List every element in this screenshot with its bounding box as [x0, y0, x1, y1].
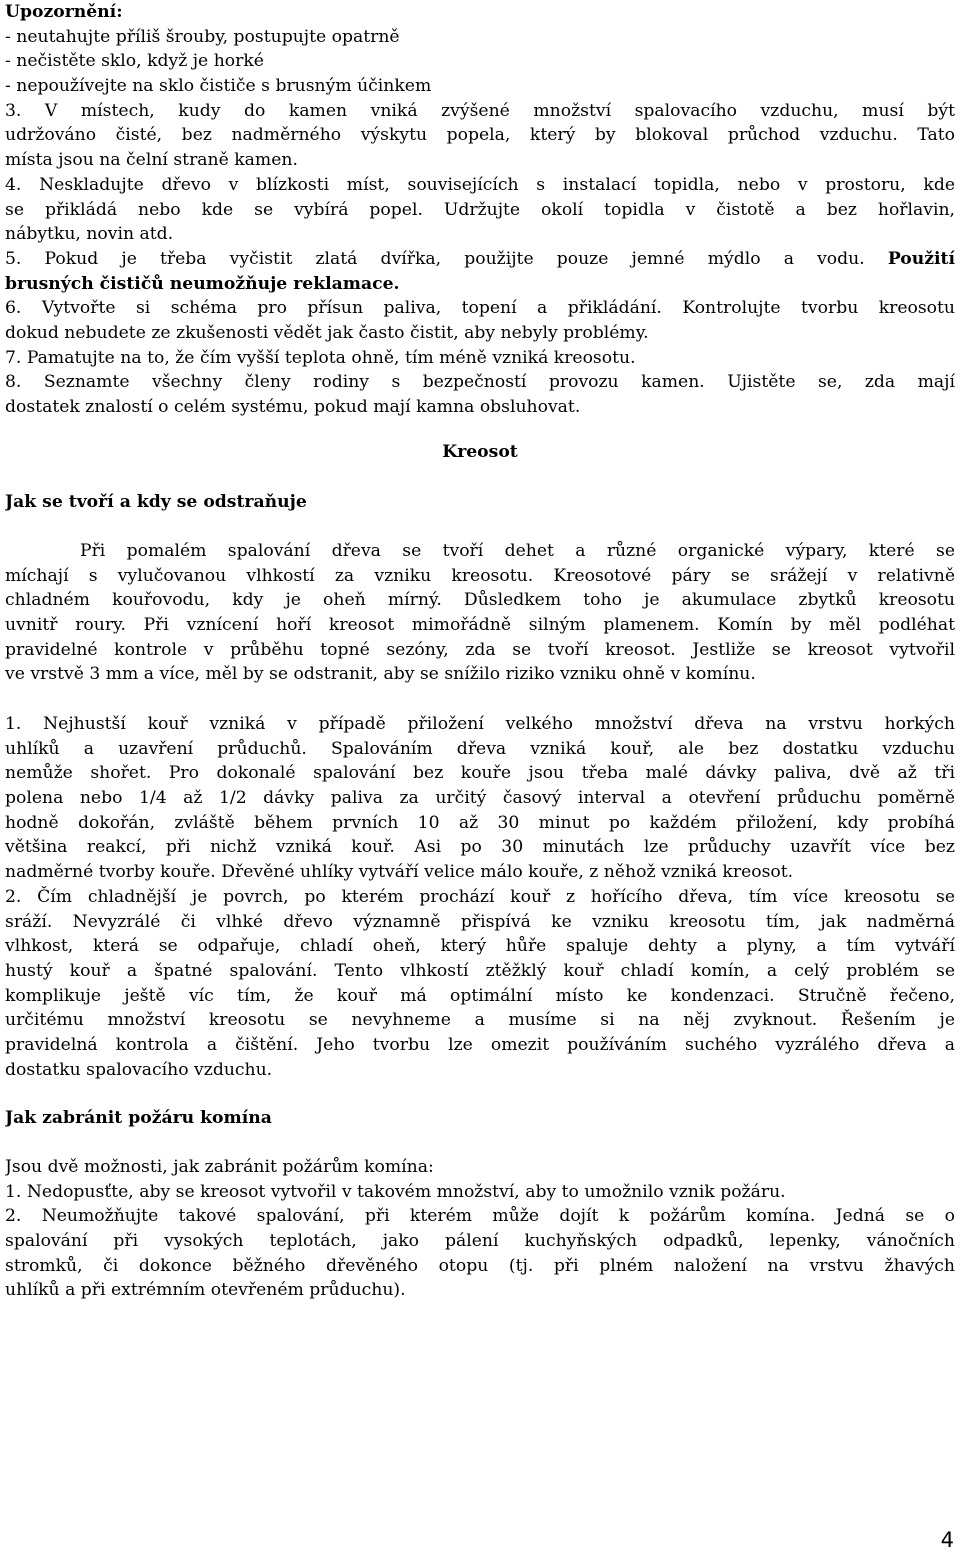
- paragraph-line: 2. Čím chladnější je povrch, po kterém prochází kouř z hořícího dřeva, tím více kreosotu se: [5, 886, 955, 907]
- rule-4-line: se přikládá nebo kde se vybírá popel. Udržujte okolí topidla v čistotě a bez hořlavin,: [5, 199, 955, 220]
- paragraph-line: uhlíků a uzavření průduchů. Spalováním dřeva vzniká kouř, ale bez dostatku vzduchu: [5, 738, 955, 759]
- paragraph-line: uvnitř roury. Při vznícení hoří kreosot mimořádně silným plamenem. Komín by měl podléhat: [5, 615, 955, 636]
- paragraph-line: hustý kouř a špatné spalování. Tento vlhkostí ztěžklý kouř chladí komín, a celý problém se: [5, 960, 955, 981]
- paragraph-line: komplikuje ještě víc tím, že kouř má optimální místo ke kondenzaci. Stručně řečeno,: [5, 985, 955, 1006]
- paragraph-line: spalování při vysokých teplotách, jako pálení kuchyňských odpadků, lepenky, vánočních: [5, 1231, 955, 1252]
- paragraph-line: většina reakcí, při nichž vzniká kouř. Asi po 30 minutách lze průduchy uzavřít více bez: [5, 837, 955, 858]
- paragraph-line: uhlíků a při extrémním otevřeném průduchu).: [5, 1280, 406, 1301]
- paragraph-line: polena nebo 1/4 až 1/2 dávky paliva za určitý časový interval a otevření průduchu poměrně: [5, 788, 955, 809]
- fire-section: [5, 1155, 955, 1303]
- page-number: 4: [940, 1528, 954, 1552]
- paragraph-line: vlhkost, která se odpařuje, chladí oheň, který hůře spaluje dehty a plyny, a tím vytváří: [5, 936, 955, 957]
- section-title-fire: Jak zabránit požáru komína: [5, 1108, 272, 1128]
- section-title-kreosot: Kreosot: [442, 442, 518, 462]
- paragraph-line: dostatku spalovacího vzduchu.: [5, 1059, 273, 1080]
- paragraph-line: hodně dokořán, zvláště během prvních 10 až 30 minut po každém přiložení, kdy probíhá: [5, 812, 955, 833]
- warning-section: [5, 0, 955, 420]
- paragraph-line: nadměrné tvorby kouře. Dřevěné uhlíky vytváří velice málo kouře, z něhož vzniká kreosot.: [5, 862, 794, 883]
- rule-4-line: 4. Neskladujte dřevo v blízkosti míst, souvisejících s instalací topidla, nebo v prostoru, kde: [5, 174, 955, 195]
- rule-6-line: 6. Vytvořte si schéma pro přísun paliva, topení a přikládání. Kontrolujte tvorbu kreosotu: [5, 298, 955, 319]
- rule-5-bold-line: brusných čističů neumožňuje reklamace.: [5, 273, 400, 294]
- rule-3-line: místa jsou na čelní straně kamen.: [5, 150, 298, 171]
- paragraph-line: stromků, či dokonce běžného dřevěného otopu (tj. při plném naložení na vrstvu žhavých: [5, 1255, 955, 1276]
- rule-8-line: 8. Seznamte všechny členy rodiny s bezpečností provozu kamen. Ujistěte se, zda mají: [5, 372, 955, 393]
- kreosot-point-1: [5, 712, 955, 1082]
- paragraph-line: 1. Nedopusťte, aby se kreosot vytvořil v takovém množství, aby to umožnilo vznik požáru.: [5, 1181, 786, 1202]
- paragraph-line: určitému množství kreosotu se nevyhneme a musíme si na něj zvyknout. Řešením je: [5, 1010, 955, 1031]
- warning-title: Upozornění:: [5, 2, 123, 22]
- warning-item: - nepoužívejte na sklo čističe s brusným účinkem: [5, 76, 432, 97]
- rule-5-text: 5. Pokud je třeba vyčistit zlatá dvířka, použijte pouze jemné mýdlo a vodu.: [5, 248, 865, 269]
- rule-5-line: [5, 247, 955, 272]
- rule-3-line: 3. V místech, kudy do kamen vniká zvýšené množství spalovacího vzduchu, musí být: [5, 100, 955, 121]
- paragraph-line: 1. Nejhustší kouř vzniká v případě přiložení velkého množství dřeva na vrstvu horkých: [5, 714, 955, 734]
- paragraph-line: ve vrstvě 3 mm a více, měl by se odstranit, aby se snížilo riziko vzniku ohně v komínu.: [5, 664, 756, 685]
- paragraph-line: míchají s vylučovanou vlhkostí za vzniku kreosotu. Kreosotové páry se srážejí v relativně: [5, 565, 955, 586]
- paragraph-line: chladném kouřovodu, kdy je oheň mírný. Důsledkem toho je akumulace zbytků kreosotu: [5, 590, 955, 611]
- paragraph-line: 2. Neumožňujte takové spalování, při kterém může dojít k požárům komína. Jedná se o: [5, 1206, 955, 1227]
- paragraph-line: pravidelné kontrole v průběhu topné sezóny, zda se tvoří kreosot. Jestliže se kreosot vytvořil: [5, 639, 955, 660]
- paragraph-line: nemůže shořet. Pro dokonalé spalování bez kouře jsou třeba malé dávky paliva, dvě až tři: [5, 763, 955, 784]
- warning-item: - neutahujte příliš šrouby, postupujte opatrně: [5, 26, 400, 47]
- paragraph-line: Při pomalém spalování dřeva se tvoří dehet a různé organické výpary, které se: [80, 541, 955, 561]
- rule-4-line: nábytku, novin atd.: [5, 224, 174, 245]
- paragraph-line: pravidelná kontrola a čištění. Jeho tvorbu lze omezit používáním suchého vyzrálého dřeva a: [5, 1034, 955, 1055]
- rule-6-line: dokud nebudete ze zkušenosti vědět jak často čistit, aby nebyly problémy.: [5, 322, 649, 343]
- rule-3-line: udržováno čisté, bez nadměrného výskytu popela, který by blokoval průchod vzduchu. Tato: [5, 125, 955, 146]
- rule-8-line: dostatek znalostí o celém systému, pokud mají kamna obsluhovat.: [5, 397, 581, 417]
- kreosot-intro: [5, 539, 955, 687]
- rule-5-bold: Použití: [887, 248, 955, 269]
- warning-item: - nečistěte sklo, když je horké: [5, 51, 264, 72]
- section-subtitle: Jak se tvoří a kdy se odstraňuje: [5, 492, 307, 512]
- rule-7-line: 7. Pamatujte na to, že čím vyšší teplota ohně, tím méně vzniká kreosotu.: [5, 347, 636, 368]
- paragraph-line: sráží. Nevyzrálé či vlhké dřevo významně přispívá ke vzniku kreosotu tím, jak nadměrná: [5, 911, 955, 932]
- paragraph-line: Jsou dvě možnosti, jak zabránit požárům komína:: [5, 1157, 434, 1177]
